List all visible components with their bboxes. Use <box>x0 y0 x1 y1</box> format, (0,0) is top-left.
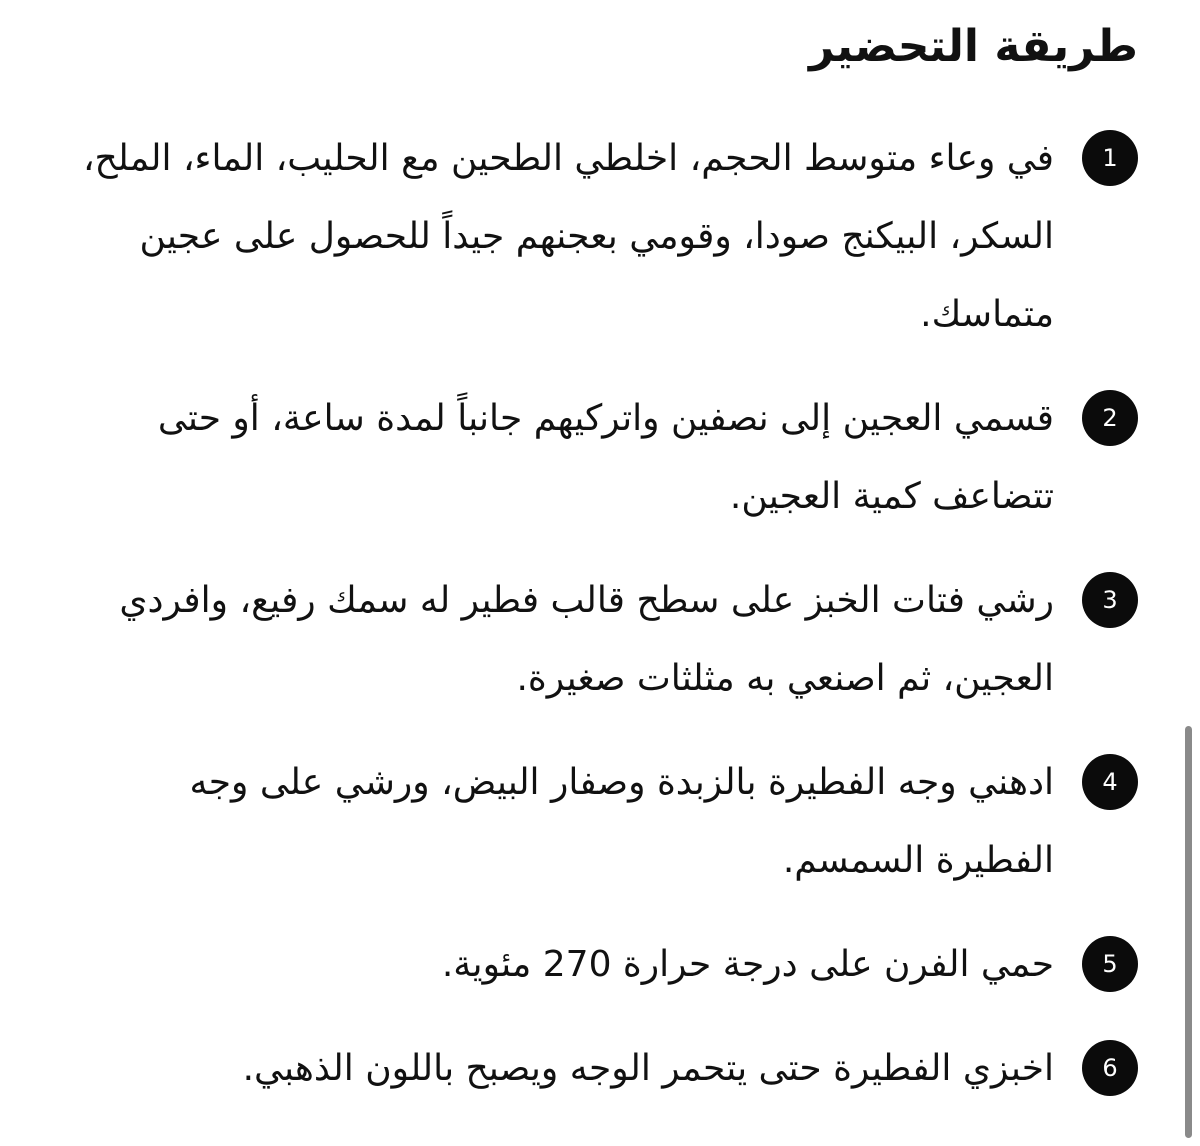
step-text: في وعاء متوسط الحجم، اخلطي الطحين مع الحليب، الماء، الملح، السكر، البيكنج صودا، وقومي بعجنهم جيداً للحصول على عجين متماسك. <box>82 138 1054 335</box>
section-title: طريقة التحضير <box>809 21 1138 72</box>
step-number-badge: 5 <box>1082 936 1138 992</box>
step-text: رشي فتات الخبز على سطح قالب فطير له سمك رفيع، وافردي العجين، ثم اصنعي به مثلثات صغيرة. <box>119 580 1054 699</box>
step-number-badge: 3 <box>1082 572 1138 628</box>
step-number-badge: 4 <box>1082 754 1138 810</box>
step-item-4 <box>78 744 1138 900</box>
step-text: اخبزي الفطيرة حتى يتحمر الوجه ويصبح باللون الذهبي. <box>242 1048 1054 1089</box>
step-item-6 <box>78 1030 1138 1108</box>
step-item-2 <box>78 380 1138 536</box>
step-text: حمي الفرن على درجة حرارة 270 مئوية. <box>441 944 1054 985</box>
step-text: ادهني وجه الفطيرة بالزبدة وصفار البيض، ورشي على وجه الفطيرة السمسم. <box>189 762 1054 881</box>
vertical-scrollbar[interactable] <box>1185 726 1192 1138</box>
step-number-badge: 2 <box>1082 390 1138 446</box>
step-number-badge: 1 <box>1082 130 1138 186</box>
step-item-5 <box>78 926 1138 1004</box>
step-text: قسمي العجين إلى نصفين واتركيهم جانباً لمدة ساعة، أو حتى تتضاعف كمية العجين. <box>157 398 1054 517</box>
step-item-3 <box>78 562 1138 718</box>
step-item-1 <box>78 120 1138 354</box>
step-number-badge: 6 <box>1082 1040 1138 1096</box>
